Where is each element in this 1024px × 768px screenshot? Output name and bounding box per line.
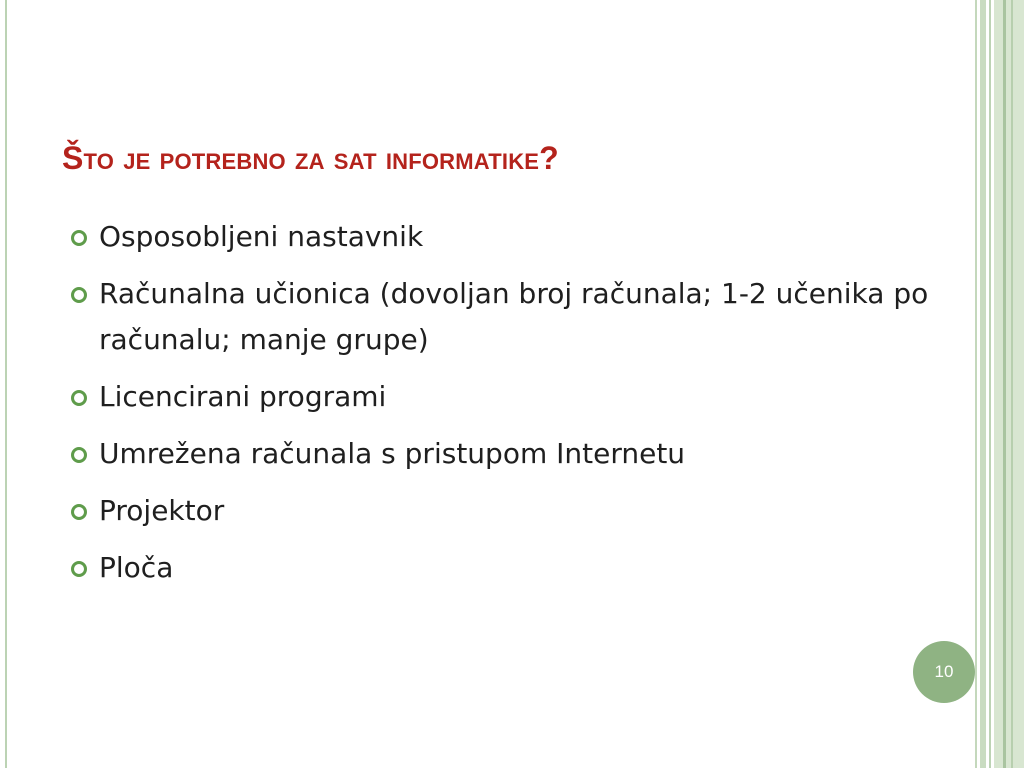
ring-bullet-icon [71, 561, 87, 577]
left-border-line [5, 0, 7, 768]
bullet-item [70, 271, 930, 363]
right-stripe [989, 0, 991, 768]
bullet-text: Licencirani programi [99, 380, 387, 413]
right-stripe [1011, 0, 1013, 768]
ring-bullet-icon [71, 287, 87, 303]
right-stripe [975, 0, 977, 768]
bullet-item [70, 545, 930, 591]
bullet-item [70, 374, 930, 420]
ring-bullet-icon [71, 230, 87, 246]
page-number-badge [913, 641, 975, 703]
bullet-text: Projektor [99, 494, 225, 527]
bullet-text: Računalna učionica (dovoljan broj računala; 1-2 učenika po računalu; manje grupe) [99, 277, 929, 356]
bullet-item [70, 214, 930, 260]
bullet-item [70, 488, 930, 534]
slide-title: Što je potrebno za sat informatike? [62, 140, 559, 176]
bullet-text: Umrežena računala s pristupom Internetu [99, 437, 686, 470]
ring-bullet-icon [71, 447, 87, 463]
page-number: 10 [934, 662, 954, 681]
ring-bullet-icon [71, 390, 87, 406]
right-stripe [994, 0, 1024, 768]
bullet-text: Ploča [99, 551, 174, 584]
ring-bullet-icon [71, 504, 87, 520]
bullet-list [70, 214, 930, 602]
right-stripe [980, 0, 986, 768]
right-stripe [1003, 0, 1006, 768]
bullet-text: Osposobljeni nastavnik [99, 220, 424, 253]
bullet-item [70, 431, 930, 477]
